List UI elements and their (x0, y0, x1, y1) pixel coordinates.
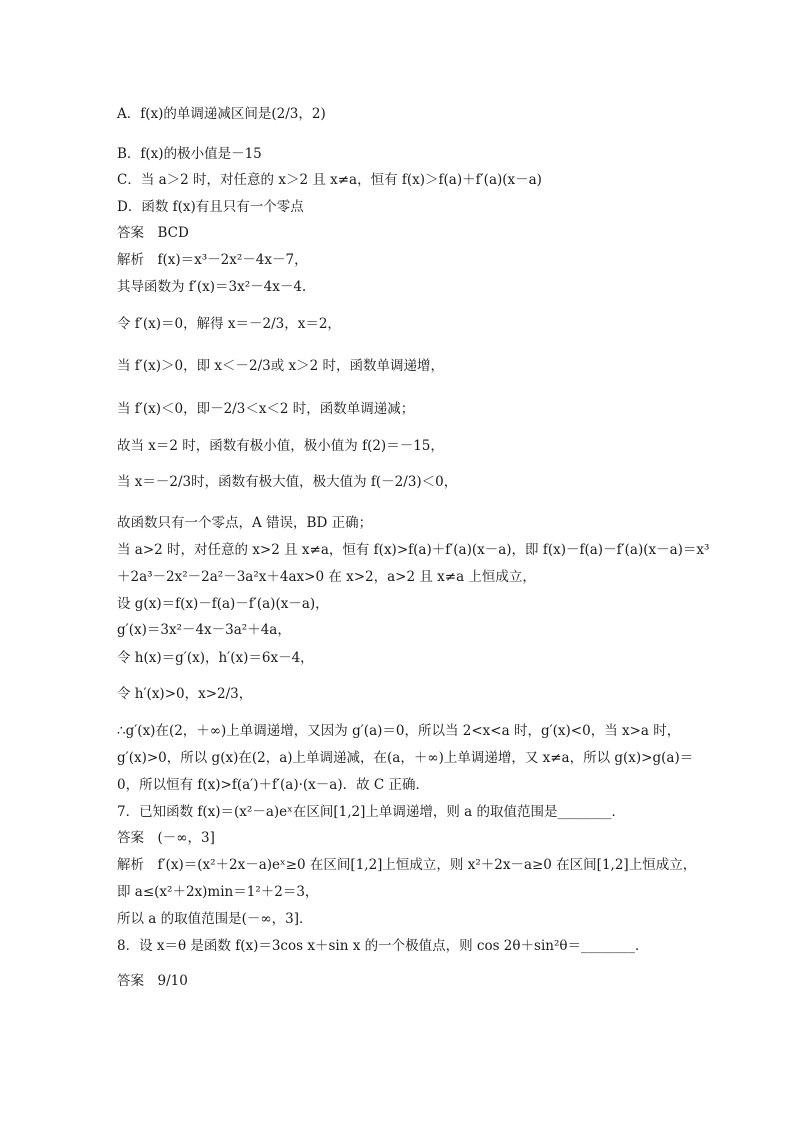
analysis-line: ∴g′(x)在(2，＋∞)上单调递增，又因为 g′(a)＝0，所以当 2<x<a 时，g′(x)<0，当 x>a 时， (117, 723, 681, 739)
question-7: 7．已知函数 f(x)＝(x²－a)eˣ在区间[1,2]上单调递增，则 a 的取值范围是________． (117, 804, 625, 820)
option-a: A．f(x)的单调递减区间是(2/3，2) (117, 106, 326, 122)
analysis-line: 令 h(x)＝g′(x)，h′(x)＝6x－4， (117, 650, 314, 666)
analysis-line: 当 x＝－2/3时，函数有极大值，极大值为 f(－2/3)＜0， (117, 474, 458, 490)
analysis-line: 其导函数为 f′(x)＝3x²－4x－4. (117, 279, 307, 295)
answer-8: 答案 9/10 (117, 973, 188, 989)
analysis-line: 当 a>2 时，对任意的 x>2 且 x≠a，恒有 f(x)>f(a)＋f′(a)(x－a)，即 f(x)－f(a)－f′(a)(x－a)＝x³ (117, 542, 710, 558)
analysis-line: 所以 a 的取值范围是(－∞，3]． (117, 911, 313, 927)
analysis-line: g′(x)＝3x²－4x－3a²＋4a， (117, 622, 291, 638)
analysis-line: 解析 f′(x)＝(x²＋2x－a)eˣ≥0 在区间[1,2]上恒成立，则 x²＋2x－a≥0 在区间[1,2]上恒成立， (117, 857, 697, 873)
analysis-line: 即 a≤(x²＋2x)min＝1²＋2＝3， (117, 884, 319, 900)
analysis-line: 当 f′(x)＞0，即 x＜－2/3或 x＞2 时，函数单调递增， (117, 358, 445, 374)
analysis-line: 令 f′(x)＝0，解得 x＝－2/3，x＝2， (117, 316, 341, 332)
analysis-line: 0，所以恒有 f(x)>f(a′)＋f′(a)·(x－a)．故 C 正确． (117, 777, 430, 793)
analysis-line: 故当 x＝2 时，函数有极小值，极小值为 f(2)＝－15， (117, 438, 444, 454)
option-c: C．当 a＞2 时，对任意的 x＞2 且 x≠a，恒有 f(x)＞f(a)＋f′(a)(x－a) (117, 172, 542, 188)
option-b: B．f(x)的极小值是－15 (117, 146, 262, 162)
option-d: D．函数 f(x)有且只有一个零点 (117, 199, 304, 215)
analysis-line: g′(x)>0，所以 g(x)在(2，a)上单调递减，在(a，＋∞)上单调递增，又 x≠a，所以 g(x)>g(a)＝ (117, 750, 694, 766)
answer-7: 答案 (－∞，3] (117, 830, 215, 846)
analysis-line: 解析 f(x)＝x³－2x²－4x－7， (117, 252, 308, 268)
analysis-line: 故函数只有一个零点，A 错误，BD 正确； (117, 515, 373, 531)
analysis-line: 当 f′(x)＜0，即－2/3＜x＜2 时，函数单调递减； (117, 401, 415, 417)
analysis-line: ＋2a³－2x²－2a²－3a²x＋4ax>0 在 x>2，a>2 且 x≠a 上恒成立， (117, 569, 536, 585)
answer-6: 答案 BCD (117, 225, 189, 241)
analysis-line: 设 g(x)＝f(x)－f(a)－f′(a)(x－a)， (117, 596, 329, 612)
analysis-line: 令 h′(x)>0，x>2/3， (117, 686, 253, 702)
question-8: 8．设 x＝θ 是函数 f(x)＝3cos x＋sin x 的一个极值点，则 cos 2θ＋sin²θ＝________． (117, 938, 649, 954)
